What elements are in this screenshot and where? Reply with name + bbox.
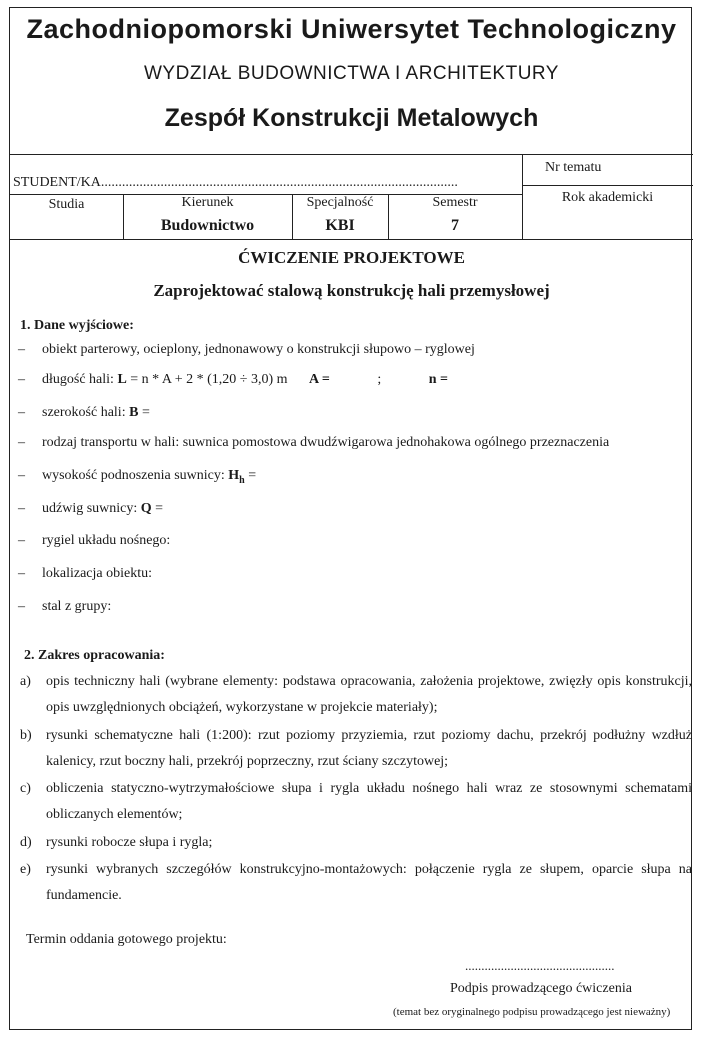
scope-item: opis techniczny hali (wybrane elementy: podstawa opracowania, założenia projektowe, zwięzły opis konstrukcji, opis uwzględnionych obciążeń, wykorzystane w projekcie materiały); (46, 674, 692, 715)
department-name: Zespół Konstrukcji Metalowych (164, 104, 539, 132)
faculty-name: WYDZIAŁ BUDOWNICTWA I ARCHITEKTURY (144, 63, 559, 84)
list-dash: – (18, 501, 25, 516)
table-bottom-line (10, 239, 693, 240)
signature-label: Podpis prowadzącego ćwiczenia (450, 981, 632, 996)
studia-label: Studia (48, 197, 85, 212)
item-marker: c) (20, 781, 31, 796)
signature-line: .............................................. (465, 958, 615, 973)
university-name: Zachodniopomorski Uniwersytet Technologiczny (26, 14, 677, 44)
scope-item: rysunki schematyczne hali (1:200): rzut poziomy przyziemia, rzut poziomy dachu, przekrój podłużny wzdłuż kalenicy, rzut boczny hali, przekrój poprzeczny, rzut ściany szczytowej; (46, 728, 692, 769)
table-vline-top (522, 154, 523, 185)
form-frame (9, 7, 692, 1030)
list-dash: – (18, 342, 25, 357)
semestr-label: Semestr (432, 195, 478, 210)
kierunek-label: Kierunek (181, 195, 234, 210)
list-item: rodzaj transportu w hali: suwnica pomostowa dwudźwigarowa jednohakowa ogólnego przeznaczenia (42, 435, 610, 450)
section-2-heading: 2. Zakres opracowania: (24, 648, 165, 663)
list-item: rygiel układu nośnego: (42, 533, 171, 548)
item-marker: a) (20, 674, 31, 689)
item-marker: b) (20, 728, 32, 743)
header-divider (10, 154, 693, 155)
list-item-length: długość hali: L = n * A + 2 * (1,20 ÷ 3,0) m A = ; n = (42, 372, 449, 387)
item-marker: d) (20, 835, 32, 850)
list-dash: – (18, 533, 25, 548)
semestr-value: 7 (451, 217, 459, 234)
scope-item: rysunki robocze słupa i rygla; (46, 835, 213, 850)
exercise-subtitle: Zaprojektować stalową konstrukcję hali przemysłowej (153, 281, 550, 300)
list-dash: – (18, 435, 25, 450)
specjalnosc-value: KBI (325, 217, 355, 234)
deadline-label: Termin oddania gotowego projektu: (26, 932, 227, 947)
section-1-heading: 1. Dane wyjściowe: (20, 318, 134, 333)
list-item: stal z grupy: (42, 599, 112, 614)
list-dash: – (18, 468, 25, 483)
scope-item: obliczenia statyczno-wytrzymałościowe słupa i rygla układu nośnego hali wraz ze stosownymi schematami obliczanych elementów; (46, 781, 692, 822)
exercise-title: ĆWICZENIE PROJEKTOWE (238, 248, 465, 267)
list-item-capacity: udźwig suwnicy: Q = (42, 501, 164, 516)
list-item: obiekt parterowy, ocieplony, jednonawowy o konstrukcji słupowo – ryglowej (42, 342, 475, 357)
specjalnosc-label: Specjalność (306, 195, 374, 210)
list-dash: – (18, 599, 25, 614)
table-hline-right (522, 185, 693, 186)
scope-item: rysunki wybranych szczegółów konstrukcyjno-montażowych: połączenie rygla ze słupem, oparcie słupa na fundamencie. (46, 862, 692, 903)
list-dash: – (18, 566, 25, 581)
signature-note: (temat bez oryginalnego podpisu prowadzącego jest nieważny) (393, 1006, 671, 1018)
list-item-width: szerokość hali: B = (42, 405, 150, 420)
topic-number-label: Nr tematu (545, 160, 602, 175)
list-item: lokalizacja obiektu: (42, 566, 153, 581)
list-dash: – (18, 405, 25, 420)
rok-akademicki-label: Rok akademicki (561, 190, 654, 205)
item-marker: e) (20, 862, 31, 877)
student-label: STUDENT/KA...................................................................................................... (13, 175, 458, 190)
list-dash: – (18, 372, 25, 387)
kierunek-value: Budownictwo (160, 217, 255, 234)
list-item-lift-height: wysokość podnoszenia suwnicy: $H_h$ = (42, 468, 257, 486)
